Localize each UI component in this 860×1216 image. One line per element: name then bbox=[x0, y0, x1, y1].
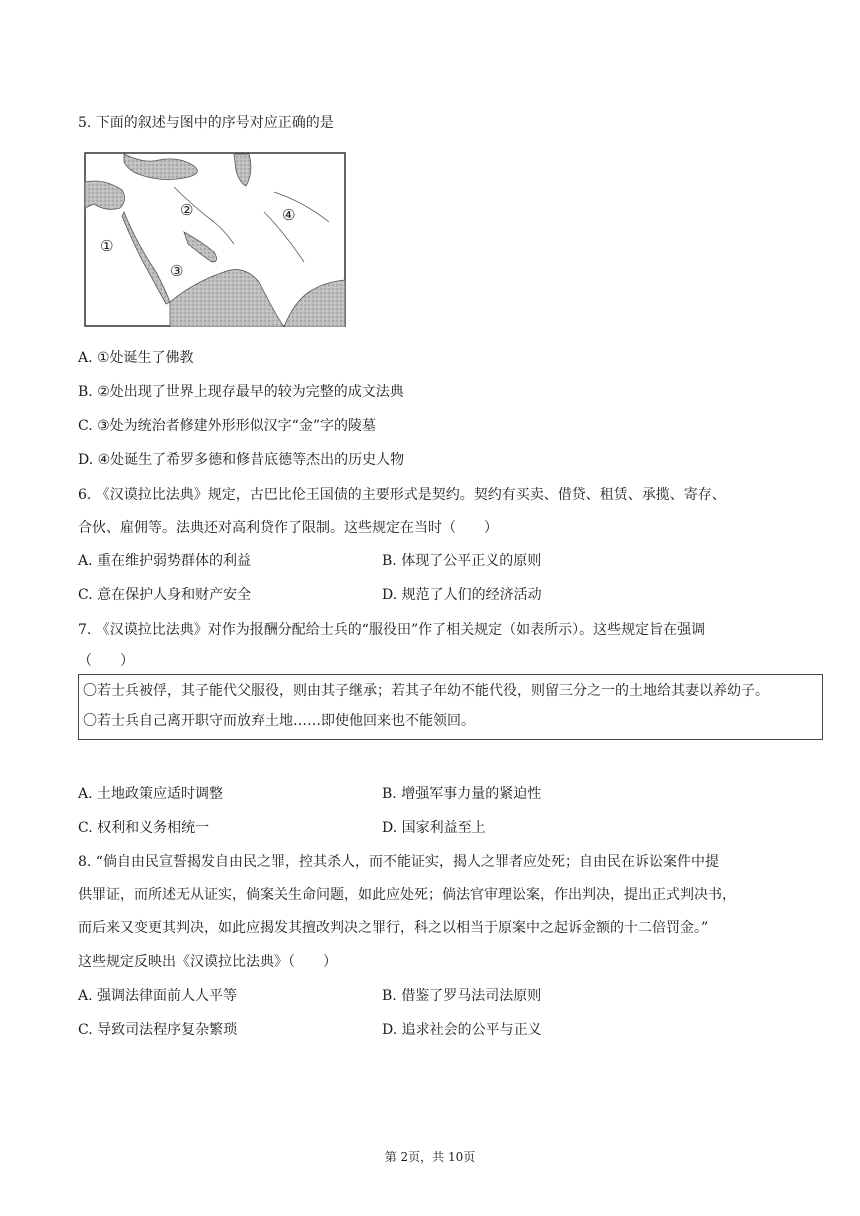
q8-stem-line-2: 供罪证，而所述无从证实，倘案关生命问题，如此应处死；倘法官审理讼案，作出判决，提出正式判决书， bbox=[78, 887, 736, 903]
page-number: 第 2页，共 10页 bbox=[384, 1150, 476, 1164]
q6-option-c: C. 意在保护人身和财产安全 bbox=[78, 587, 252, 603]
q7-table-row-2: 〇若士兵自己离开职守而放弃土地……即使他回来也不能领回。 bbox=[83, 713, 475, 729]
q5-option-a: A. ①处诞生了佛教 bbox=[78, 350, 194, 366]
map-marker-2: ② bbox=[180, 201, 194, 219]
q7-option-c: C. 权利和义务相统一 bbox=[78, 820, 210, 836]
q7-stem-line-2: （ ） bbox=[78, 653, 134, 669]
map-figure bbox=[84, 152, 346, 327]
q8-option-b: B. 借鉴了罗马法司法原则 bbox=[382, 988, 542, 1004]
q8-stem-line-3: 而后来又变更其判决，如此应揭发其擅改判决之罪行，科之以相当于原案中之起诉金额的十二倍罚金。” bbox=[78, 920, 709, 936]
q7-option-d: D. 国家利益至上 bbox=[382, 820, 486, 836]
q5-stem: 5. 下面的叙述与图中的序号对应正确的是 bbox=[78, 115, 334, 131]
q6-option-a: A. 重在维护弱势群体的利益 bbox=[78, 553, 252, 569]
q6-option-d: D. 规范了人们的经济活动 bbox=[382, 587, 542, 603]
q7-option-a: A. 土地政策应适时调整 bbox=[78, 786, 224, 802]
q8-option-a: A. 强调法律面前人人平等 bbox=[78, 988, 238, 1004]
q7-table-row-1: 〇若士兵被俘，其子能代父服役，则由其子继承；若其子年幼不能代役，则留三分之一的土地给其妻以养幼子。 bbox=[83, 683, 769, 699]
q8-stem-line-1: 8. “倘自由民宣誓揭发自由民之罪，控其杀人，而不能证实，揭人之罪者应处死；自由民在诉讼案件中提 bbox=[78, 854, 719, 870]
q7-option-b: B. 增强军事力量的紧迫性 bbox=[382, 786, 542, 802]
q5-option-b: B. ②处出现了世界上现存最早的较为完整的成文法典 bbox=[78, 384, 404, 400]
q6-option-b: B. 体现了公平正义的原则 bbox=[382, 553, 542, 569]
map-marker-1: ① bbox=[100, 237, 114, 255]
map-marker-4: ④ bbox=[282, 206, 296, 224]
q8-option-c: C. 导致司法程序复杂繁琐 bbox=[78, 1022, 238, 1038]
q8-stem-line-4: 这些规定反映出《汉谟拉比法典》（ ） bbox=[78, 954, 337, 970]
q6-stem-line-2: 合伙、雇佣等。法典还对高利贷作了限制。这些规定在当时（ ） bbox=[78, 520, 498, 536]
q6-stem-line-1: 6. 《汉谟拉比法典》规定，古巴比伦王国债的主要形式是契约。契约有买卖、借贷、租赁、承揽、寄存、 bbox=[78, 487, 726, 503]
q7-stem-line-1: 7. 《汉谟拉比法典》对作为报酬分配给士兵的“服役田”作了相关规定（如表所示）。这些规定旨在强调 bbox=[78, 622, 706, 638]
q5-option-c: C. ③处为统治者修建外形形似汉字“金”字的陵墓 bbox=[78, 418, 376, 434]
q7-table bbox=[78, 674, 823, 740]
q5-option-d: D. ④处诞生了希罗多德和修昔底德等杰出的历史人物 bbox=[78, 452, 405, 468]
q8-option-d: D. 追求社会的公平与正义 bbox=[382, 1022, 542, 1038]
map-marker-3: ③ bbox=[170, 262, 184, 280]
